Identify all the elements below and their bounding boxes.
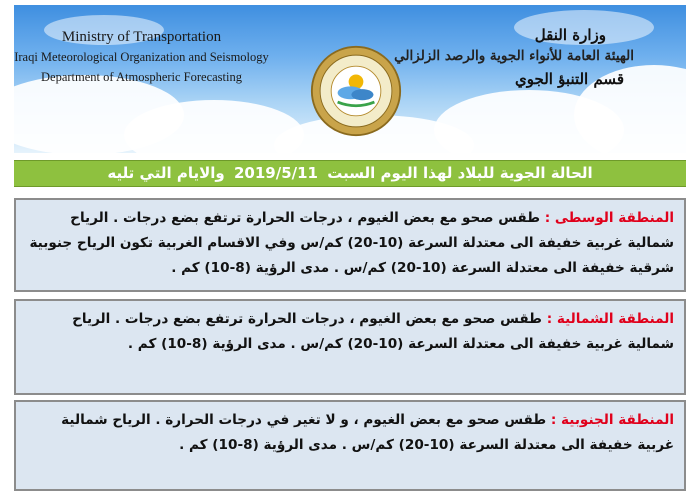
title-prefix: الحالة الجوية للبلاد لهذا اليوم السبت (327, 164, 593, 182)
ministry-arabic-block (394, 25, 634, 91)
region-name: المنطقة الشمالية : (546, 311, 674, 327)
region-name: المنطقة الجنوبية : (550, 412, 674, 428)
region-name: المنطقة الوسطى : (544, 210, 674, 226)
header-banner (14, 5, 686, 153)
meteorological-organization-seal-icon (310, 45, 402, 137)
region-south (14, 400, 686, 491)
ministry-english-block (14, 27, 269, 87)
region-forecast-text: طقس صحو مع بعض الغيوم ، درجات الحرارة ترتفع بضع درجات . الرياح شمالية غربية خفيفة الى معتدلة السرعة (10-20) كم/س وفي الاقسام الغربية تكون الرياح جنوبية شرقية خفيفة الى معتدلة السرعة (10-20) كم/س . مدى الرؤية (8-10) كم . (29, 210, 674, 276)
forecast-title-bar (14, 160, 686, 187)
department-name-en: Department of Atmospheric Forecasting (41, 70, 242, 84)
organization-name-en: Iraqi Meteorological Organization and Seismology (14, 50, 269, 64)
region-forecast-text: طقس صحو مع بعض الغيوم ، و لا تغير في درجات الحرارة . الرياح شمالية غربية خفيفة الى معتدلة السرعة (10-20) كم/س . مدى الرؤية (8-10) كم . (61, 412, 674, 453)
organization-name-ar: الهيئة العامة للأنواء الجوية والرصد الزلزالي (394, 48, 634, 64)
title-date: 2019/5/11 (233, 164, 318, 182)
region-forecast-text: طقس صحو مع بعض الغيوم ، درجات الحرارة ترتفع بضع درجات . الرياح شمالية غربية خفيفة الى معتدلة السرعة (10-20) كم/س . مدى الرؤية (8-10) كم . (72, 311, 674, 352)
ministry-name-ar: وزارة النقل (534, 26, 606, 44)
title-suffix: والايام التي تليه (107, 164, 225, 182)
region-central (14, 198, 686, 292)
ministry-name-en: Ministry of Transportation (61, 29, 222, 45)
region-north (14, 299, 686, 395)
department-name-ar: قسم التنبؤ الجوي (515, 70, 624, 88)
